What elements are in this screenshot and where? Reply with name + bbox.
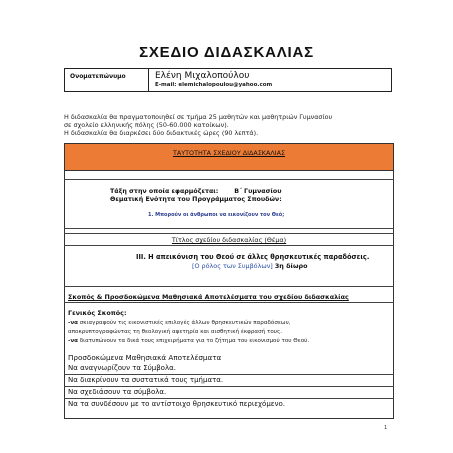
intro-line: Η διδασκαλία θα διαρκέσει δύο διδακτικές ώρες (90 λεπτά). [64,129,259,138]
unit-title: 1. Μπορούν οι άνθρωποι να εικονίζουν τον Θεό; [148,212,285,218]
identity-header: ΤΑΥΤΟΤΗΤΑ ΣΧΕΔΙΟΥ ΔΙΔΑΣΚΑΛΙΑΣ [172,149,286,157]
aim-text: διατυπώνουν τα δικά τους επιχειρήματα για το ζήτημα του εικονισμού του Θεού. [77,338,310,344]
expected-outcome-item: Να αναγνωρίζουν τα Σύμβολα. [68,364,176,372]
expected-outcomes-label: Προσδοκώμενα Μαθησιακά Αποτελέσματα [68,353,222,362]
table-divider [64,228,394,229]
identity-header-band [64,143,394,171]
intro-paragraph [64,113,394,138]
intro-line: σε σχολείο ελληνικής πόλης (50-60.000 κατοίκων). [64,121,229,130]
class-value: Β΄ Γυμνασίου [234,188,282,195]
aim-prefix: -να [68,338,78,344]
table-divider [64,386,394,387]
goals-header: Σκοπός & Προσδοκώμενα Μαθησιακά Αποτελέσματα του σχεδίου διδασκαλίας [68,293,349,301]
expected-outcome-item: Να διακρίνουν τα συστατικά τους τμήματα. [68,376,224,384]
lesson-note [192,262,392,270]
class-label: Τάξη στην οποία εφαρμόζεται: [110,188,219,195]
intro-line: Η διδασκαλία θα πραγματοποιηθεί σε τμήμα 25 μαθητών και μαθητριών Γυμνασίου [64,113,333,121]
lesson-title-label: Τίτλος σχεδίου διδασκαλίας (Θέμα) [171,236,287,244]
lesson-title: ΙΙΙ. Η απεικόνιση του Θεού σε άλλες θρησκευτικές παραδόσεις. [136,253,370,261]
table-divider [64,245,394,246]
aim-line [68,338,390,344]
table-divider [64,374,394,375]
expected-outcome-item: Να τα συνδέσουν με το αντίστοιχο θρησκευτικό περιεχόμενο. [68,400,285,408]
expected-outcome-item: Να σχεδιάσουν τα σύμβολα. [68,388,167,396]
table-divider [64,233,394,234]
author-cell [149,69,272,91]
author-label: Ονοματεπώνυμο [65,69,149,91]
author-table [64,68,392,92]
table-divider [64,179,394,180]
aim-line [68,320,390,326]
author-name: Ελένη Μιχαλοπούλου [155,71,250,81]
aim-text: σκιαγραφούν τις εικονιστικές επιλογές άλλων θρησκευτικών παραδόσεων, [77,320,291,326]
table-divider [64,286,394,287]
symbols-role-note: [Ο ρόλος των Συμβόλων] [192,262,273,270]
thematic-label: Θεματική Ενότητα του Προγράμματος Σπουδών: [110,196,282,203]
aim-prefix: -να [68,320,78,326]
session-label: 3η δίωρο [274,262,308,270]
page-number: 1 [384,425,388,431]
table-divider [64,398,394,399]
general-aim-label: Γενικός Σκοπός: [68,309,127,317]
document-title: ΣΧΕΔΙΟ ΔΙΔΑΣΚΑΛΙΑΣ [139,44,314,61]
author-email: E-mail: elemichalopoulou@yahoo.com [155,82,273,88]
class-line [110,188,350,196]
aim-line: αποκρυπτογραφώντας τη θεολογική αφετηρία και αισθητική έκφρασή τους. [68,329,283,335]
table-divider [64,302,394,303]
